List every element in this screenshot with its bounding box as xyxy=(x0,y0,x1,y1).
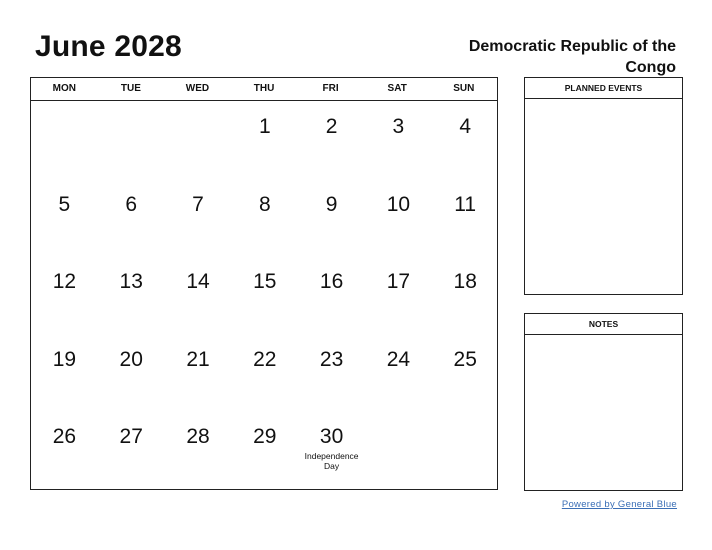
day-number: 23 xyxy=(319,347,344,371)
day-number: 9 xyxy=(325,192,338,216)
weekday-thu: THU xyxy=(253,83,275,94)
day-number: 28 xyxy=(186,425,210,449)
day-cell xyxy=(165,334,232,412)
day-cell xyxy=(231,411,298,489)
day-cell xyxy=(298,334,365,412)
month-title: June 2028 xyxy=(35,30,182,63)
day-cell xyxy=(31,334,98,412)
day-cell xyxy=(298,179,365,257)
day-cell xyxy=(98,334,165,412)
day-number: 25 xyxy=(453,347,477,371)
day-number: 29 xyxy=(253,425,277,449)
day-number: 7 xyxy=(192,192,204,216)
day-number: 2 xyxy=(325,115,338,138)
day-cell xyxy=(98,411,165,489)
calendar-grid xyxy=(30,77,498,490)
day-number: 1 xyxy=(258,115,271,138)
day-number: 20 xyxy=(119,347,143,371)
day-cell xyxy=(231,179,298,257)
day-cell xyxy=(165,411,232,489)
day-number: 13 xyxy=(119,270,143,294)
day-number: 15 xyxy=(253,270,277,294)
day-cell xyxy=(31,256,98,334)
day-number: 12 xyxy=(52,270,77,294)
day-number: 6 xyxy=(125,192,138,216)
empty-day-cell xyxy=(31,101,98,179)
notes-heading: NOTES xyxy=(525,314,682,335)
day-number: 17 xyxy=(386,270,411,294)
country-name: Democratic Republic of the Congo xyxy=(468,38,676,76)
weekday-sat: SAT xyxy=(387,83,407,94)
day-number: 26 xyxy=(52,425,77,449)
notes-panel xyxy=(524,313,683,491)
day-number: 14 xyxy=(186,270,210,294)
day-number: 18 xyxy=(453,270,477,294)
day-cell xyxy=(365,179,432,257)
holiday-label: Independence Day xyxy=(304,451,359,472)
day-cell xyxy=(31,179,98,257)
day-number: 5 xyxy=(58,192,71,216)
day-cell xyxy=(365,256,432,334)
day-cell xyxy=(98,256,165,334)
empty-day-cell xyxy=(165,101,232,179)
day-number: 8 xyxy=(258,192,271,216)
day-cell xyxy=(298,411,365,489)
day-number: 24 xyxy=(386,347,411,371)
weekday-mon: MON xyxy=(52,83,76,94)
day-number: 22 xyxy=(253,347,277,371)
day-number: 27 xyxy=(119,425,143,449)
day-cell xyxy=(365,101,432,179)
day-cell xyxy=(231,334,298,412)
empty-day-cell xyxy=(98,101,165,179)
day-cell xyxy=(432,101,499,179)
day-cell xyxy=(432,179,499,257)
day-cell xyxy=(231,101,298,179)
day-cell xyxy=(165,179,232,257)
planned-events-heading: PLANNED EVENTS xyxy=(525,78,682,99)
day-cell xyxy=(298,101,365,179)
day-number: 16 xyxy=(319,270,344,294)
powered-by-link[interactable]: Powered by General Blue xyxy=(561,499,677,510)
day-cells xyxy=(31,101,497,490)
day-number: 3 xyxy=(392,115,405,138)
day-number: 11 xyxy=(454,192,477,216)
empty-day-cell xyxy=(432,411,499,489)
day-number: 10 xyxy=(386,192,411,216)
day-cell xyxy=(165,256,232,334)
day-number: 21 xyxy=(186,347,210,371)
day-cell xyxy=(31,411,98,489)
day-cell xyxy=(298,256,365,334)
day-cell xyxy=(432,256,499,334)
day-cell xyxy=(432,334,499,412)
day-number: 4 xyxy=(459,115,472,138)
empty-day-cell xyxy=(365,411,432,489)
weekday-header-row xyxy=(31,78,497,101)
weekday-sun: SUN xyxy=(453,83,475,94)
weekday-wed: WED xyxy=(185,83,210,94)
day-cell xyxy=(365,334,432,412)
planned-events-panel xyxy=(524,77,683,295)
day-cell xyxy=(98,179,165,257)
day-number: 19 xyxy=(52,347,77,371)
day-number: 30 xyxy=(319,425,344,449)
day-cell xyxy=(231,256,298,334)
weekday-fri: FRI xyxy=(322,83,339,94)
weekday-tue: TUE xyxy=(120,83,141,94)
